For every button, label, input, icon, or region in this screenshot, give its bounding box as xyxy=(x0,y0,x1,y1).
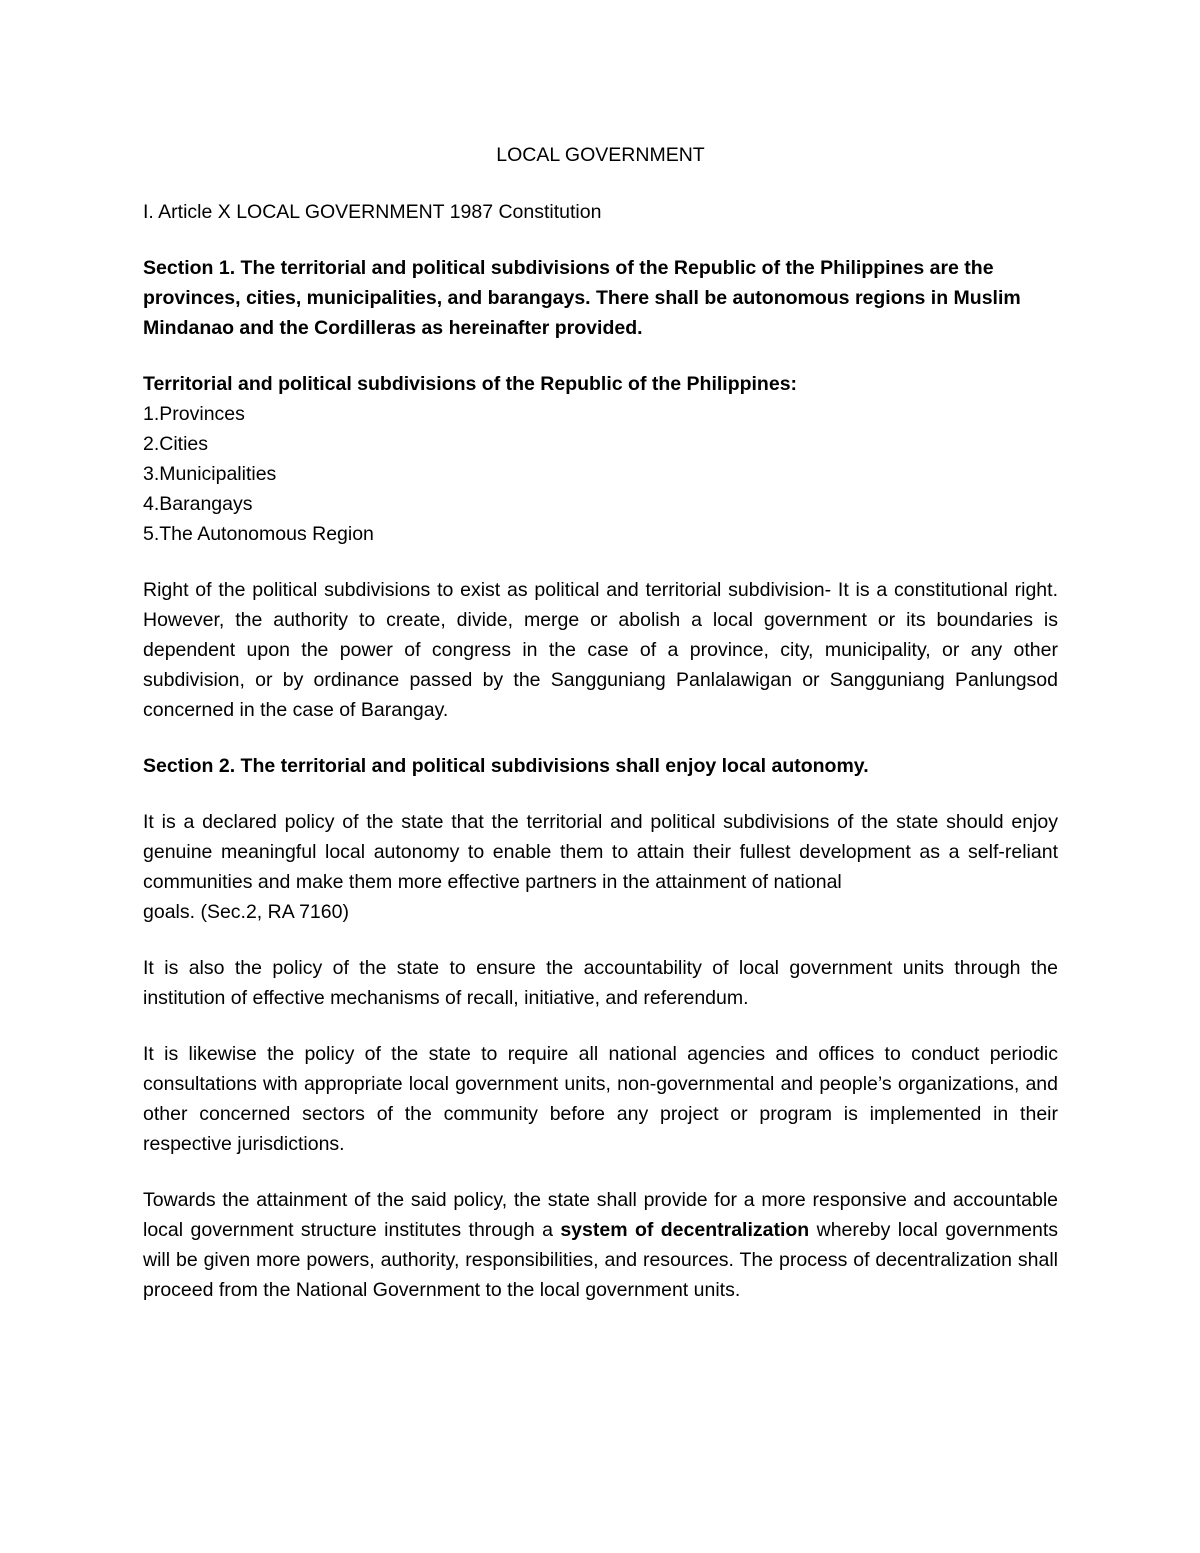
list-item: 4.Barangays xyxy=(143,493,253,515)
article-heading: I. Article X LOCAL GOVERNMENT 1987 Constitution xyxy=(143,201,602,223)
declared-policy-text: It is a declared policy of the state that the territorial and political subdivisions of the state should enjoy genuine meaningful local autonomy to enable them to attain their fullest development as a self-reliant communities and make them more effective partners in the attainment of national xyxy=(143,811,1058,893)
decentralization-text-end: whereby local governments will be given more powers, authority, responsibilities, and resources. The process of decentralization shall proceed from the National Government to the local government units. xyxy=(143,1219,1058,1301)
subdivisions-heading: Territorial and political subdivisions of the Republic of the Philippines: xyxy=(143,373,798,395)
decentralization-emphasis: system of decentralization xyxy=(560,1219,810,1241)
section-1-text: Section 1. The territorial and political subdivisions of the Republic of the Philippines are the provinces, cities, municipalities, and barangays. There shall be autonomous regions in Muslim Mindanao and the Cordilleras as hereinafter provided. xyxy=(143,257,1021,339)
decentralization-paragraph xyxy=(143,1185,1058,1305)
document-page xyxy=(143,140,1058,1331)
section-2-text: Section 2. The territorial and political subdivisions shall enjoy local autonomy. xyxy=(143,755,869,777)
subdivisions-list xyxy=(143,399,1058,549)
list-item: 2.Cities xyxy=(143,433,209,455)
declared-policy-citation: goals. (Sec.2, RA 7160) xyxy=(143,901,349,923)
declared-policy-paragraph xyxy=(143,807,1058,927)
accountability-paragraph: It is also the policy of the state to ensure the accountability of local government units through the institution of effective mechanisms of recall, initiative, and referendum. xyxy=(143,957,1058,1009)
list-item: 1.Provinces xyxy=(143,403,245,425)
decentralization-text-start: Towards the attainment of the said policy, the state shall provide for a more responsive and accountable local government structure institutes through a xyxy=(143,1189,1058,1241)
consultation-paragraph: It is likewise the policy of the state to require all national agencies and offices to conduct periodic consultations with appropriate local government units, non-governmental and people’s organizations, and other concerned sectors of the community before any project or program is implemented in their respective jurisdictions. xyxy=(143,1043,1058,1155)
list-item: 3.Municipalities xyxy=(143,463,277,485)
list-item: 5.The Autonomous Region xyxy=(143,523,374,545)
document-title: LOCAL GOVERNMENT xyxy=(496,144,705,166)
right-of-subdivisions-paragraph: Right of the political subdivisions to exist as political and territorial subdivision- It is a constitutional right. However, the authority to create, divide, merge or abolish a local government or its boundaries is dependent upon the power of congress in the case of a province, city, municipality, or any other subdivision, or by ordinance passed by the Sangguniang Panlalawigan or Sangguniang Panlungsod concerned in the case of Barangay. xyxy=(143,579,1058,721)
